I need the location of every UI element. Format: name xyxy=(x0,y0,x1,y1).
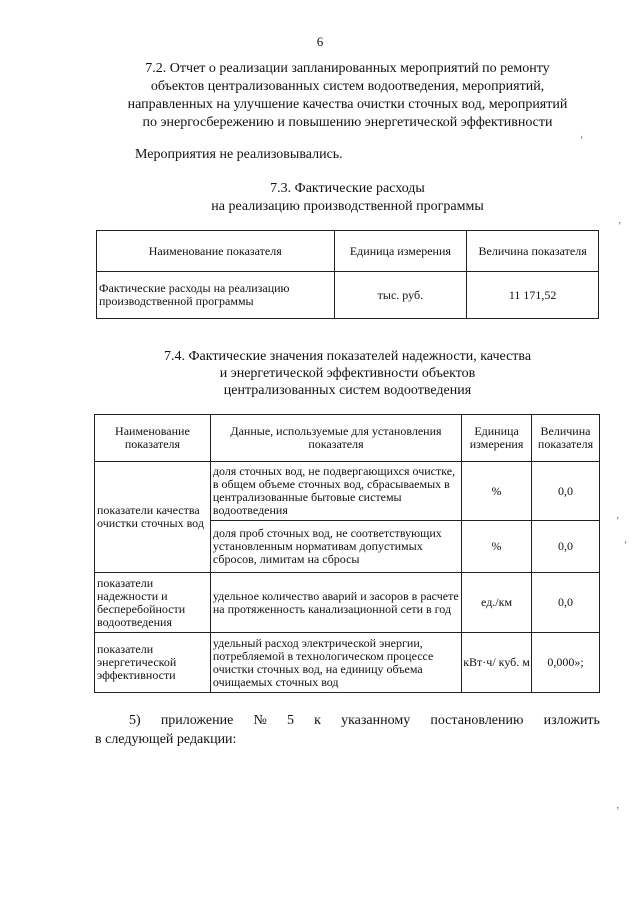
paragraph-5 xyxy=(95,711,600,749)
table-row xyxy=(95,633,600,693)
paragraph-5-word: указанному xyxy=(341,713,411,728)
paragraph-5-word: постановлению xyxy=(430,713,524,728)
table-row xyxy=(95,573,600,633)
paragraph-5-word: к xyxy=(314,713,321,728)
indicators-table xyxy=(94,414,600,693)
table-cell: удельный расход электрической энергии, потребляемой в технологическом процессе очистки сточных вод, на единицу объема очищаемых сточных вод xyxy=(210,633,461,693)
section-7-4-line: и энергетической эффективности объектов xyxy=(219,366,476,381)
indicator-group-name: показатели качества очистки сточных вод xyxy=(95,462,211,573)
table-cell: % xyxy=(462,521,532,573)
table-row xyxy=(95,462,600,521)
table-row xyxy=(97,272,599,319)
section-7-3-line: на реализацию производственной программы xyxy=(211,199,484,214)
paragraph-5-word: 5) xyxy=(129,713,141,728)
table-header-row xyxy=(95,415,600,462)
table-cell: кВт·ч/ куб. м xyxy=(462,633,532,693)
section-7-4-line: 7.4. Фактические значения показателей надежности, качества xyxy=(163,349,532,364)
section-7-2-line: 7.2. Отчет о реализации запланированных мероприятий по ремонту xyxy=(145,61,550,76)
section-7-2-line: объектов централизованных систем водоотведения, мероприятий, xyxy=(150,79,545,94)
section-7-3-title xyxy=(95,180,600,216)
table-cell: % xyxy=(462,462,532,521)
table-cell: удельное количество аварий и засоров в расчете на протяженность канализационной сети в год xyxy=(210,573,461,633)
table-cell: тыс. руб. xyxy=(334,272,467,319)
table-cell: доля сточных вод, не подвергающихся очистке, в общем объеме сточных вод, сбрасываемых в централизованные бытовые системы водоотведения xyxy=(210,462,461,521)
scan-speck: ‘ xyxy=(580,135,584,146)
table-cell: ед./км xyxy=(462,573,532,633)
section-7-4-line: централизованных систем водоотведения xyxy=(223,383,472,398)
paragraph-5-word: приложение xyxy=(160,713,234,728)
section-7-2-line: направленных на улучшение качества очистки сточных вод, мероприятий xyxy=(127,97,568,112)
paragraph-5-word: изложить xyxy=(543,713,600,728)
expenses-table xyxy=(96,230,599,319)
paragraph-5-line xyxy=(95,711,600,730)
section-7-2-title xyxy=(95,60,600,132)
paragraph-5-word: № xyxy=(253,713,267,728)
section-7-3-line: 7.3. Фактические расходы xyxy=(270,181,425,196)
table-header-cell: Единица измерения xyxy=(334,231,467,272)
table-cell: 0,0 xyxy=(532,573,600,633)
indicator-group-name: показатели энергетической эффективности xyxy=(95,633,211,693)
table-header-row xyxy=(97,231,599,272)
table-cell: 0,0 xyxy=(532,462,600,521)
table-header-cell: Наименование показателя xyxy=(97,231,335,272)
table-cell: 0,0 xyxy=(532,521,600,573)
section-7-4-title xyxy=(95,348,600,399)
scan-speck: ‚ xyxy=(616,800,620,811)
scan-speck: ‘ xyxy=(624,540,628,551)
table-cell: доля проб сточных вод, не соответствующих установленным нормативам допустимых сбросов, лимитам на сбросы xyxy=(210,521,461,573)
paragraph-5-line: в следующей редакции: xyxy=(95,732,237,747)
table-header-cell: Величина показателя xyxy=(467,231,599,272)
page-number: 6 xyxy=(316,34,324,49)
table-header-cell: Величина показателя xyxy=(532,415,600,462)
section-7-2-note: Мероприятия не реализовывались. xyxy=(135,147,343,162)
scan-speck: ‚ xyxy=(618,215,622,226)
table-header-cell: Наименование показателя xyxy=(95,415,211,462)
table-cell: 11 171,52 xyxy=(467,272,599,319)
indicator-group-name: показатели надежности и бесперебойности водоотведения xyxy=(95,573,211,633)
table-header-cell: Данные, используемые для установления показателя xyxy=(210,415,461,462)
scan-speck: ‚ xyxy=(616,510,620,521)
table-header-cell: Единица измерения xyxy=(462,415,532,462)
paragraph-5-word: 5 xyxy=(286,713,294,728)
table-cell: Фактические расходы на реализацию производственной программы xyxy=(97,272,335,319)
table-cell: 0,000»; xyxy=(532,633,600,693)
section-7-2-line: по энергосбережению и повышению энергетической эффективности xyxy=(142,115,553,130)
